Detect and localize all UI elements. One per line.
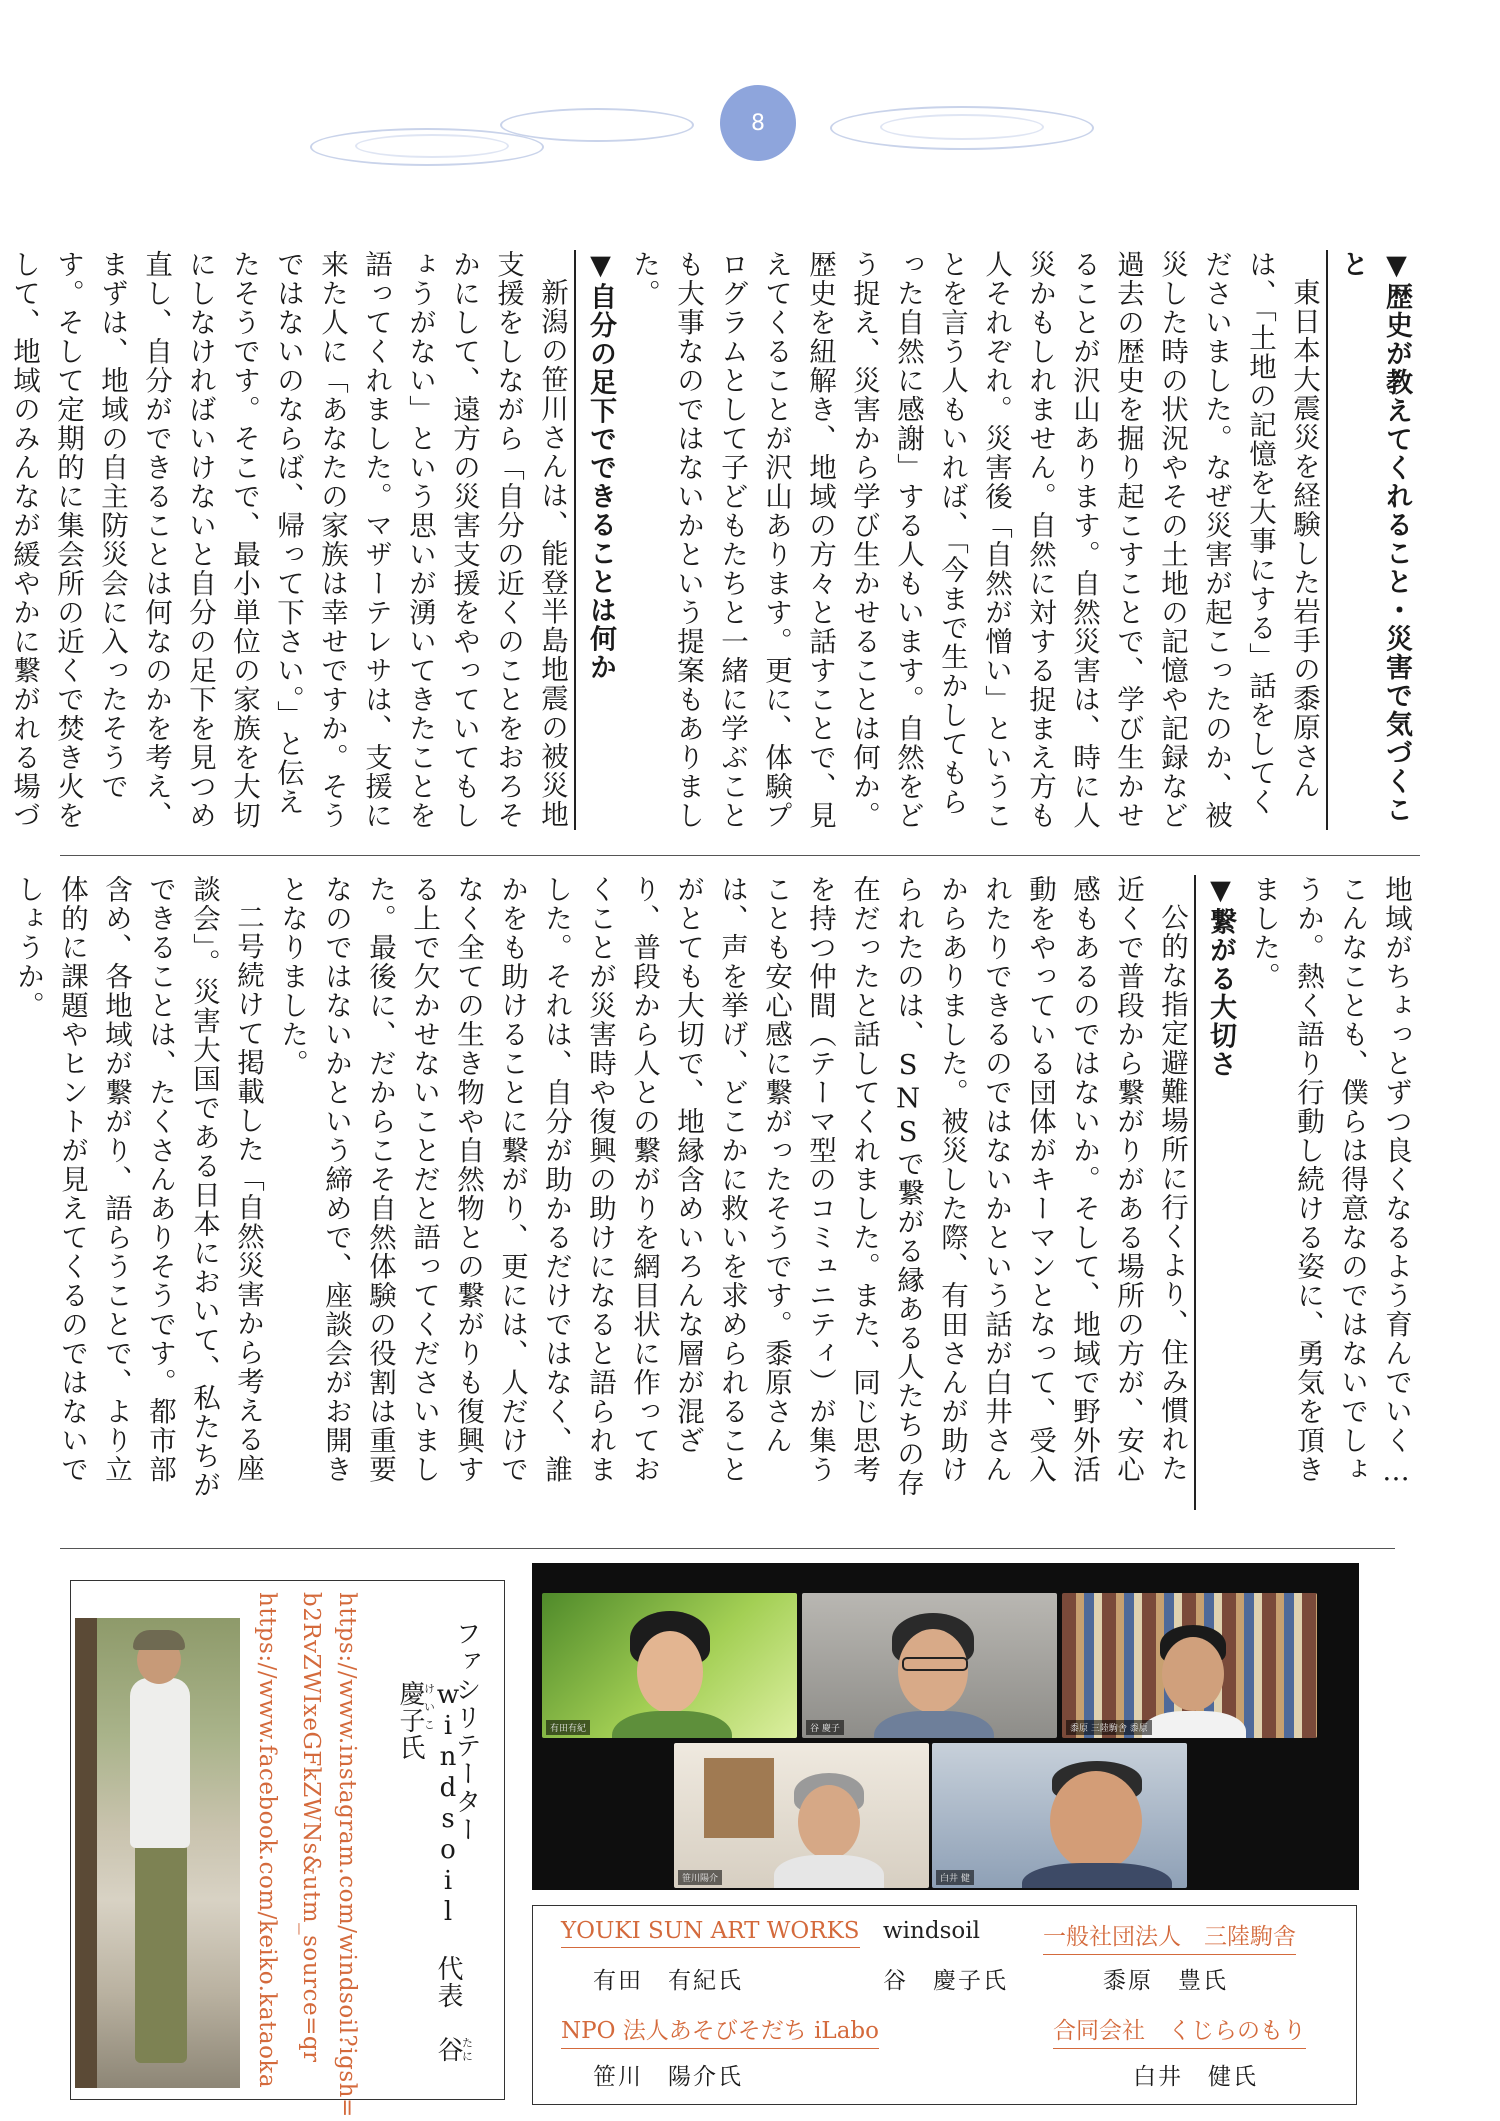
- facebook-link[interactable]: https://www.facebook.com/keiko.kataoka: [254, 1592, 280, 2089]
- section-heading: ▼歴史が教えてくれること・災害で気づくこと: [1326, 250, 1418, 830]
- paragraph: 新潟の笹川さんは、能登半島地震の被災地支援をしながら「自分の近くのことをおろそかにして、遠方の災害支援をやっていてもしょうがない」という思いが湧いてきたことを語ってくれました。マザーテレサは、支援に来た人に「あなたの家族は幸せですか。そうではないのならば、帰って下さい。」と伝えたそうです。そこで、最小単位の家族を大切にしなければいけないと自分の足下を見つめ直し、自分ができることは何なのかを考え、まずは、地域の自主防災会に入ったそうです。そして定期的に集会所の近くで焚き火をして、地域のみんなが緩やかに繋がれる場づ: [8, 250, 568, 830]
- participant-label: 白井 健: [936, 1870, 974, 1885]
- org-label: YOUKI SUN ART WORKS: [561, 1918, 860, 1944]
- paragraph: 地域がちょっとずつ良くなるよう育んでいく…こんなことも、僕らは得意なのではないでしょうか。熱く語り行動し続ける姿に、勇気を頂きました。: [1248, 875, 1412, 1489]
- video-tile: [674, 1743, 929, 1888]
- section-heading: ▼自分の足下でできることは何か: [574, 250, 622, 830]
- facilitator-family-name: 谷: [433, 2036, 463, 2063]
- paragraph: 東日本大震災を経験した岩手の黍原さんは、「土地の記憶を大事にする」話をしてくださいました。なぜ災害が起こったのか、被災した時の状況やその土地の記憶や記録など過去の歴史を掘り起こすことで、学び生かせることが沢山あります。自然災害は、時に人災かもしれません。自然に対する捉まえ方も人それぞれ。災害後「自然が憎い」ということを言う人もいれば、「今まで生かしてもらった自然に感謝」する人もいます。自然をどう捉え、災害から学び生かせることは何か。歴史を紐解き、地域の方々と話すことで、見えてくることが沢山あります。更に、体験プログラムとして子どもたちと一緒に学ぶことも大事なのではないかという提案もありました。: [628, 250, 1320, 830]
- video-tile: [802, 1593, 1057, 1738]
- paragraph: 公的な指定避難場所に行くより、住み慣れた近くで普段から繋がりがある場所の方が、安心感もあるのではないか。そして、地域で野外活動をやっている団体がキーマンとなって、受入れたりできるのではないかという話が白井さんからありました。被災した際、有田さんが助けられたのは、SNSで繋がる縁ある人たちの存在だったと話してくれました。また、同じ思考を持つ仲間（テーマ型のコミュニティ）が集うことも安心感に繋がったそうです。黍原さんは、声を挙げ、どこかに救いを求められることがとても大切で、地縁含めいろんな層が混ざり、普段から人との繋がりを網目状に作っておくことが災害時や復興の助けになると語られました。それは、自分が助かるだけではなく、誰かをも助けることに繋がり、更には、人だけでなく全ての生き物や自然物との繋がりも復興する上で欠かせないことだと語ってくださいました。最後に、だからこそ自然体験の役割は重要なのではないかという締めで、座談会がお開きとなりました。: [276, 875, 1188, 1498]
- divider: [60, 855, 1420, 856]
- participant-name: 白井 健氏: [1133, 2064, 1258, 2090]
- participant-label: 有田有紀: [546, 1720, 590, 1735]
- ruby: たに: [460, 2036, 474, 2063]
- video-tile: [542, 1593, 797, 1738]
- instagram-link-continued[interactable]: b2RvZWIxeGFkZWNs&utm_source=qr: [298, 1592, 324, 2063]
- top-article: [8, 250, 1418, 830]
- facilitator-photo: [75, 1618, 240, 2088]
- facilitator-org: windsoil 代表: [433, 1680, 463, 2009]
- page-number-badge: 8: [720, 85, 796, 161]
- zoom-screenshot: [532, 1563, 1359, 1890]
- org-name: [561, 1918, 860, 1944]
- divider: [60, 1548, 1395, 1549]
- participant-label: 黍原 三陸駒舎 黍原: [1066, 1720, 1152, 1735]
- ripple-shape: [880, 114, 1044, 140]
- org-label: 合同会社 くじらのもり: [1053, 2018, 1306, 2044]
- section-heading: ▼繋がる大切さ: [1194, 875, 1242, 1510]
- org-label: NPO 法人あそびそだち iLabo: [561, 2018, 879, 2044]
- participant-name: 谷 慶子氏: [883, 1968, 1008, 1994]
- video-tile: [932, 1743, 1187, 1888]
- facilitator-given-name: 慶子: [395, 1680, 425, 1734]
- ruby: けいこ: [422, 1680, 436, 1734]
- video-tile: [1062, 1593, 1317, 1738]
- org-name: windsoil: [883, 1918, 980, 1944]
- org-label: 一般社団法人 三陸駒舎: [1043, 1924, 1296, 1950]
- participant-name: 黍原 豊氏: [1103, 1968, 1228, 1994]
- participants-box: [532, 1905, 1357, 2105]
- bottom-article: [12, 875, 1418, 1510]
- honorific: 氏: [395, 1734, 425, 1761]
- participant-label: 笹川陽介: [678, 1870, 722, 1885]
- org-name: [1053, 2012, 1306, 2045]
- paragraph: 二号続けて掲載した「自然災害から考える座談会」。災害大国である日本において、私たちができることは、たくさんありそうです。都市部含め、各地域が繋がり、語らうことで、より立体的に課題やヒントが見えてくるのではないでしょうか。: [12, 875, 264, 1500]
- participant-name: 笹川 陽介氏: [593, 2064, 743, 2090]
- instagram-link[interactable]: https://www.instagram.com/windsoil?igsh=: [334, 1592, 360, 2118]
- paragraph: [0, 875, 6, 1510]
- participant-label: 谷 慶子: [806, 1720, 844, 1735]
- org-name: [561, 2012, 879, 2045]
- participant-name: 有田 有紀氏: [593, 1968, 743, 1994]
- facilitator-role: ファシリテーター: [451, 1620, 481, 1844]
- ripple-shape: [500, 108, 694, 142]
- ripple-shape: [355, 134, 509, 158]
- org-name: [1043, 1918, 1296, 1951]
- facilitator-name-block: [392, 1680, 473, 2121]
